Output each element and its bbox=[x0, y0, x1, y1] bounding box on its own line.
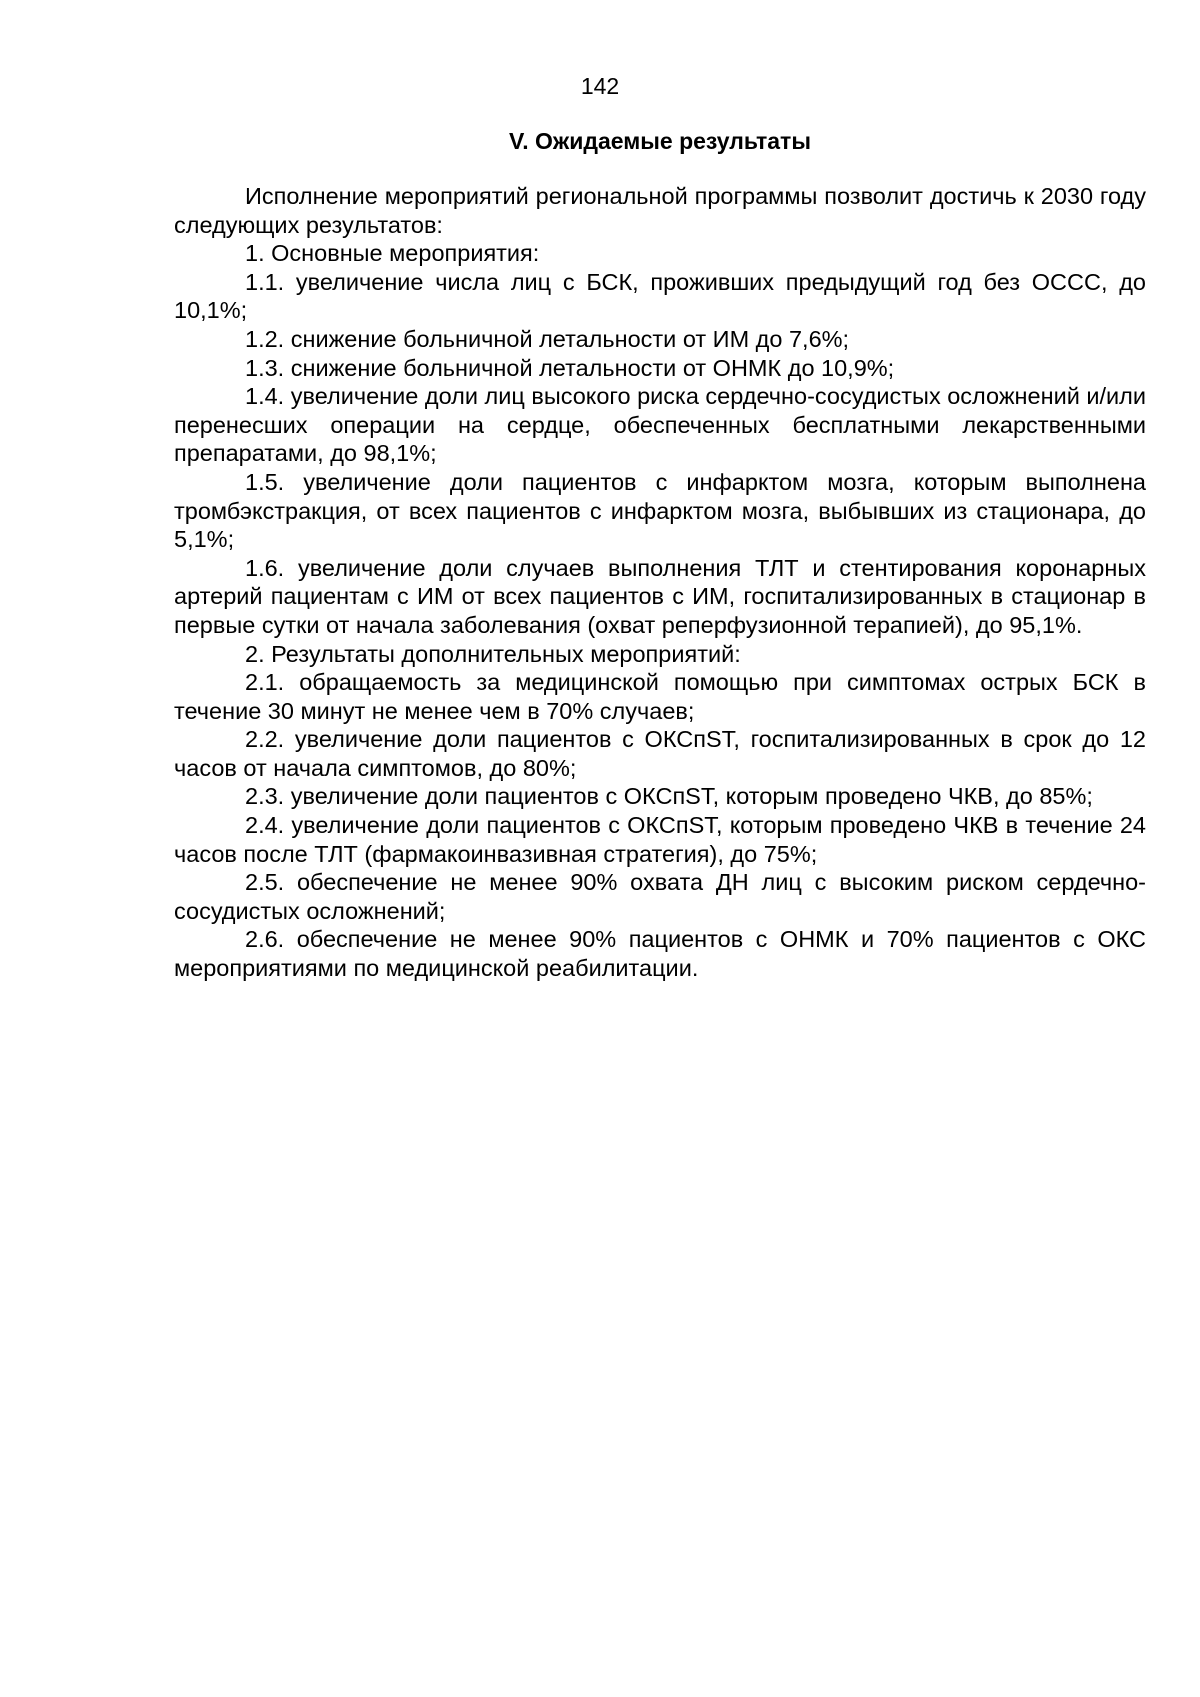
list-item-2-3: 2.3. увеличение доли пациентов с ОКСпST, которым проведено ЧКВ, до 85%; bbox=[245, 783, 1093, 810]
list-item-2-4: 2.4. увеличение доли пациентов с ОКСпST, которым проведено ЧКВ в течение 24 часов после ТЛТ (фармакоинвазивная стратегия), до 75%; bbox=[174, 812, 1146, 867]
list-item-1-6: 1.6. увеличение доли случаев выполнения ТЛТ и стентирования коронарных артерий пациентам с ИМ от всех пациентов с ИМ, госпитализированных в стационар в первые сутки от начала заболевания (охват реперфузионной терапией), до 95,1%. bbox=[174, 554, 1146, 638]
list-heading-additional-measures: 2. Результаты дополнительных мероприятий: bbox=[245, 640, 741, 667]
list-item-2-2: 2.2. увеличение доли пациентов с ОКСпST, госпитализированных в срок до 12 часов от начала симптомов, до 80%; bbox=[174, 726, 1146, 781]
list-item-1-2: 1.2. снижение больничной летальности от ИМ до 7,6%; bbox=[245, 325, 850, 352]
list-item-1-1: 1.1. увеличение числа лиц с БСК, проживших предыдущий год без ОССС, до 10,1%; bbox=[174, 268, 1146, 324]
intro-paragraph: Исполнение мероприятий региональной программы позволит достичь к 2030 году следующих результатов: bbox=[174, 183, 1146, 238]
list-item-1-3: 1.3. снижение больничной летальности от ОНМК до 10,9%; bbox=[245, 354, 895, 381]
list-heading-main-measures: 1. Основные мероприятия: bbox=[245, 240, 540, 267]
list-item-2-6: 2.6. обеспечение не менее 90% пациентов с ОНМК и 70% пациентов с ОКС мероприятиями по медицинской реабилитации. bbox=[174, 926, 1146, 982]
list-item-2-1: 2.1. обращаемость за медицинской помощью при симптомах острых БСК в течение 30 минут не менее чем в 70% случаев; bbox=[174, 669, 1146, 724]
document-body bbox=[174, 182, 1146, 983]
page-number: 142 bbox=[580, 73, 620, 99]
list-item-1-5: 1.5. увеличение доли пациентов с инфарктом мозга, которым выполнена тромбэкстракция, от всех пациентов с инфарктом мозга, выбывших из стационара, до 5,1%; bbox=[174, 468, 1146, 553]
list-item-1-4: 1.4. увеличение доли лиц высокого риска сердечно-сосудистых осложнений и/или перенесших операции на сердце, обеспеченных бесплатными лекарственными препаратами, до 98,1%; bbox=[174, 383, 1146, 467]
section-heading: V. Ожидаемые результаты bbox=[509, 128, 811, 154]
list-item-2-5: 2.5. обеспечение не менее 90% охвата ДН лиц с высоким риском сердечно-сосудистых осложнений; bbox=[174, 869, 1146, 924]
